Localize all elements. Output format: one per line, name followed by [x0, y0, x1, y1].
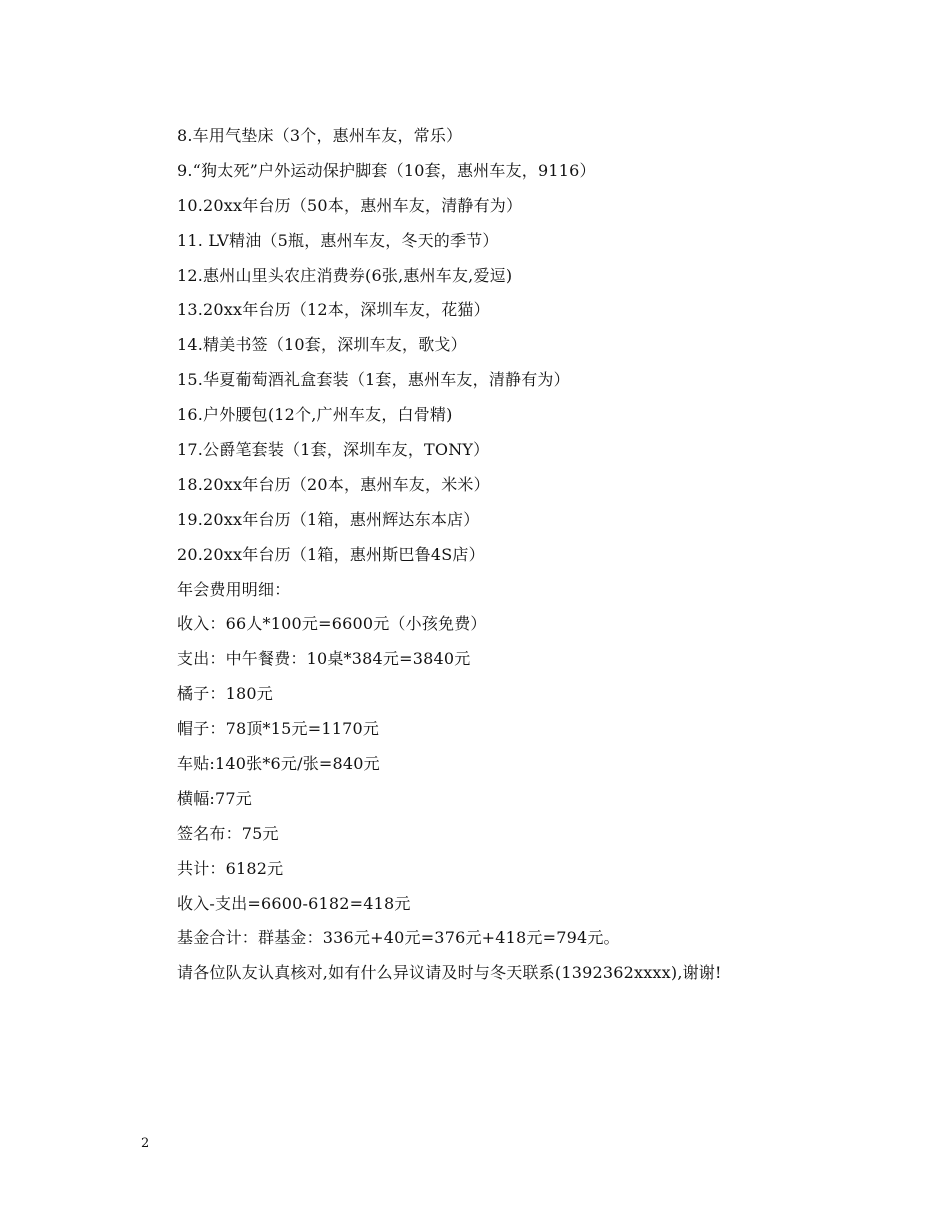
prize-item-10: 10.20xx年台历（50本，惠州车友，清静有为） — [177, 195, 523, 215]
total-expense-line: 共计：6182元 — [177, 858, 284, 878]
prize-item-19: 19.20xx年台历（1箱，惠州辉达东本店） — [177, 509, 480, 529]
prize-item-11: 11. LV精油（5瓶，惠州车友，冬天的季节） — [177, 230, 499, 250]
banner-expense-line: 横幅:77元 — [177, 788, 252, 808]
lunch-expense-line: 支出：中午餐费：10桌*384元=3840元 — [177, 649, 471, 669]
expense-heading: 年会费用明细： — [177, 579, 291, 599]
prize-item-15: 15.华夏葡萄酒礼盒套装（1套，惠州车友，清静有为） — [177, 370, 570, 390]
contact-note-line: 请各位队友认真核对,如有什么异议请及时与冬天联系(1392362xxxx),谢谢! — [177, 963, 722, 983]
prize-item-18: 18.20xx年台历（20本，惠州车友，米米） — [177, 474, 490, 494]
balance-line: 收入-支出=6600-6182=418元 — [177, 893, 411, 913]
prize-item-17: 17.公爵笔套装（1套，深圳车友，TONY） — [177, 440, 490, 460]
prize-item-20: 20.20xx年台历（1箱，惠州斯巴鲁4S店） — [177, 544, 485, 564]
orange-expense-line: 橘子：180元 — [177, 684, 273, 704]
prize-item-8: 8.车用气垫床（3个，惠州车友，常乐） — [177, 126, 463, 145]
signature-cloth-expense-line: 签名布：75元 — [177, 823, 279, 843]
prize-item-9: 9.“狗太死”户外运动保护脚套（10套，惠州车友，9116） — [177, 160, 596, 180]
page-number: 2 — [141, 1136, 150, 1151]
sticker-expense-line: 车贴:140张*6元/张=840元 — [177, 754, 380, 774]
prize-item-14: 14.精美书签（10套，深圳车友，歌戈） — [177, 335, 467, 355]
fund-total-line: 基金合计：群基金：336元+40元=376元+418元=794元。 — [177, 928, 620, 948]
prize-item-13: 13.20xx年台历（12本，深圳车友，花猫） — [177, 300, 490, 320]
income-line: 收入：66人*100元=6600元（小孩免费） — [177, 614, 487, 634]
hat-expense-line: 帽子：78顶*15元=1170元 — [177, 719, 380, 739]
prize-item-12: 12.惠州山里头农庄消费券(6张,惠州车友,爱逗) — [177, 265, 513, 285]
prize-item-16: 16.户外腰包(12个,广州车友，白骨精) — [177, 405, 453, 425]
document-body — [177, 119, 877, 991]
